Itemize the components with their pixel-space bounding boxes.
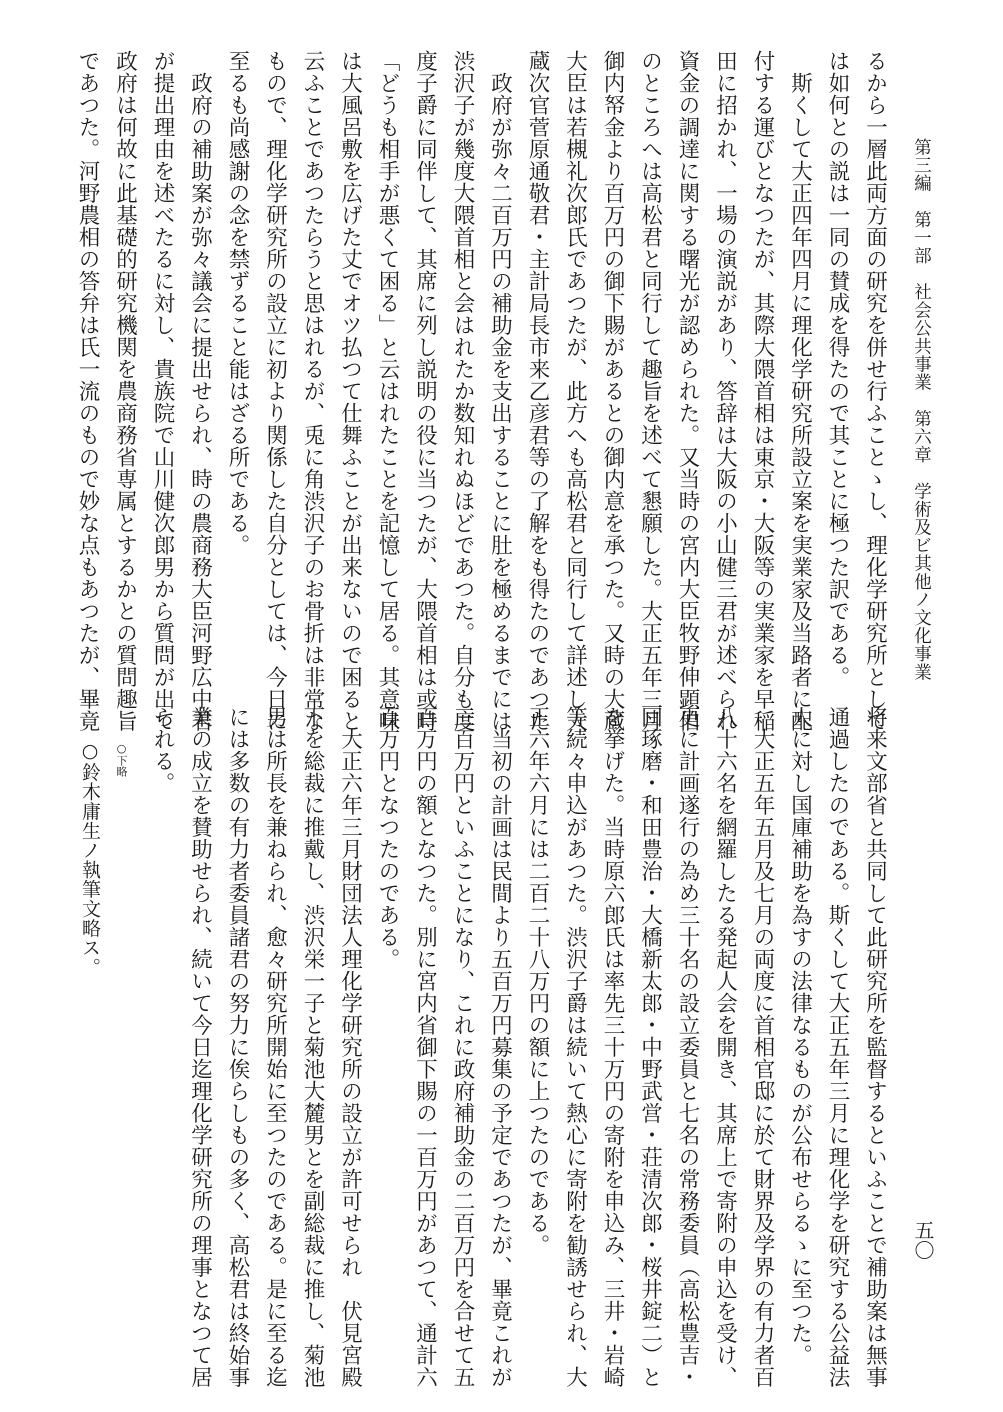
text-line: 政府の補助案が弥々議会に提出せられ、時の農商務大臣河野広中君 bbox=[187, 50, 213, 732]
text-line: 資金の調達に関する曙光が認められた。又当時の宮内大臣牧野伸顕伯 bbox=[675, 50, 700, 732]
text-line: 「どうも相手が悪くて困る」と云はれたことを記憶して居る。其意味 bbox=[375, 50, 400, 732]
running-header: 第三編 第一部 社会公共事業 第六章 学術及ビ其他ノ文化事業 bbox=[911, 138, 932, 681]
text-line: 正六年六月には二百二十八万円の額に上つたのである。 bbox=[525, 706, 550, 1256]
text-line: るから一層此両方面の研究を併せ行ふことゝし、理化学研究所として bbox=[862, 50, 888, 732]
text-line: 云ふことであつたらうと思はれるが、兎に角渋沢子のお骨折は非常な bbox=[300, 50, 325, 732]
text-line: 将来文部省と共同して此研究所を監督するといふことで補助案は無事 bbox=[862, 706, 888, 1388]
text-line: 御内帑金より百万円の御下賜があるとの御内意を承つた。又時の大蔵 bbox=[600, 50, 625, 732]
text-line: 大正五年五月及七月の両度に首相官邸に於て財界及学界の有力者百 bbox=[750, 706, 775, 1388]
text-line: 八十六名を網羅したる発起人会を開き、其席上で寄附の申込を受け、 bbox=[712, 706, 738, 1388]
text-line: 至るも尚感謝の念を禁ずること能はざる所である。 bbox=[225, 50, 250, 556]
text-line: 団琢磨・和田豊治・大橋新太郎・中野武営・荘清次郎・桜井錠二）と bbox=[637, 706, 663, 1388]
text-line: 人に対し国庫補助を為すの法律なるものが公布せらるゝに至つた。 bbox=[787, 706, 813, 1366]
text-line: が提出理由を述べたるに対し、貴族院で山川健次郎男から質問が出て bbox=[150, 50, 175, 732]
editor-note: ○鈴木庸生ノ執筆文略ス。 bbox=[79, 740, 101, 977]
text-line: 大正六年三月財団法人理化学研究所の設立が許可せられ 伏見宮殿 bbox=[337, 706, 363, 1388]
text-line: 業の成立を賛助せられ、続いて今日迄理化学研究所の理事となつて居 bbox=[187, 706, 213, 1388]
text-line: 三百万円といふことになり、これに政府補助金の二百万円を合せて五 bbox=[450, 706, 475, 1388]
text-line: 男は所長を兼ねられ、愈々研究所開始に至つたのである。是に至る迄 bbox=[262, 706, 288, 1388]
text-line: 更に計画遂行の為め三十名の設立委員と七名の常務委員（高松豊吉・ bbox=[675, 706, 700, 1388]
text-line: には多数の有力者委員諸君の努力に俟らしもの多く、高松君は終始事 bbox=[225, 706, 250, 1388]
text-line: 政府が弥々二百万円の補助金を支出することに肚を極めるまでには bbox=[487, 50, 513, 732]
text-line: 蔵次官菅原通敬君・主計局長市来乙彦君等の了解をも得たのであつた bbox=[525, 50, 550, 732]
text-line: を挙げた。当時原六郎氏は率先三十万円の寄附を申込み、三井・岩崎 bbox=[600, 706, 625, 1388]
text-line: 等続々申込があつた。渋沢子爵は続いて熱心に寄附を勧誘せられ、大 bbox=[562, 706, 588, 1388]
text-line: られる。 bbox=[150, 706, 175, 794]
text-line: は大風呂敷を広げた丈でオツ払つて仕舞ふことが出来ないので困ると bbox=[337, 50, 363, 732]
text-line: 当初の計画は民間より五百万円募集の予定であつたが、畢竟これが bbox=[487, 706, 513, 1388]
text-line: 付する運びとなつたが、其際大隈首相は東京・大阪等の実業家を早稲 bbox=[750, 50, 775, 732]
text-line: 大臣は若槻礼次郎氏であつたが、此方へも高松君と同行して詳述し大 bbox=[562, 50, 588, 732]
text-line: は如何との説は一同の賛成を得たので其ことに極つた訳である。 bbox=[825, 50, 850, 688]
text-line: 渋沢子が幾度大隈首相と会はれたか数知れぬほどであつた。自分も度 bbox=[450, 50, 475, 732]
text-line: 百万円の額となつた。別に宮内省御下賜の一百万円があつて、通計六 bbox=[412, 706, 438, 1388]
text-line: 百万円となつたのである。 bbox=[375, 706, 400, 970]
text-line: 田に招かれ、一場の演説があり、答辞は大阪の小山健三君が述べられ bbox=[712, 50, 738, 732]
text-line: 通過したのである。斯くして大正五年三月に理化学を研究する公益法 bbox=[825, 706, 850, 1388]
text-line: 斯くして大正四年四月に理化学研究所設立案を実業家及当路者に配 bbox=[787, 50, 813, 732]
text-line: のところへは高松君と同行して趣旨を述べて懇願した。大正五年三月 bbox=[637, 50, 663, 732]
text-line: 度子爵に同伴して、其席に列し説明の役に当つたが、大隈首相は或時 bbox=[412, 50, 438, 732]
text-line: 政府は何故に此基礎的研究機関を農商務省専属とするかとの質問趣旨 bbox=[112, 50, 138, 732]
text-line: であつた。河野農相の答弁は氏一流のもので妙な点もあつたが、畢竟 bbox=[75, 50, 100, 732]
text-line: 下を総裁に推戴し、渋沢栄一子と菊池大麓男とを副総裁に推し、菊池 bbox=[300, 706, 325, 1388]
omission-note: ○下略 bbox=[115, 742, 128, 777]
text-line: もので、理化学研究所の設立に初より関係した自分としては、今日に bbox=[262, 50, 288, 732]
page-number: 五〇 bbox=[911, 1220, 935, 1260]
